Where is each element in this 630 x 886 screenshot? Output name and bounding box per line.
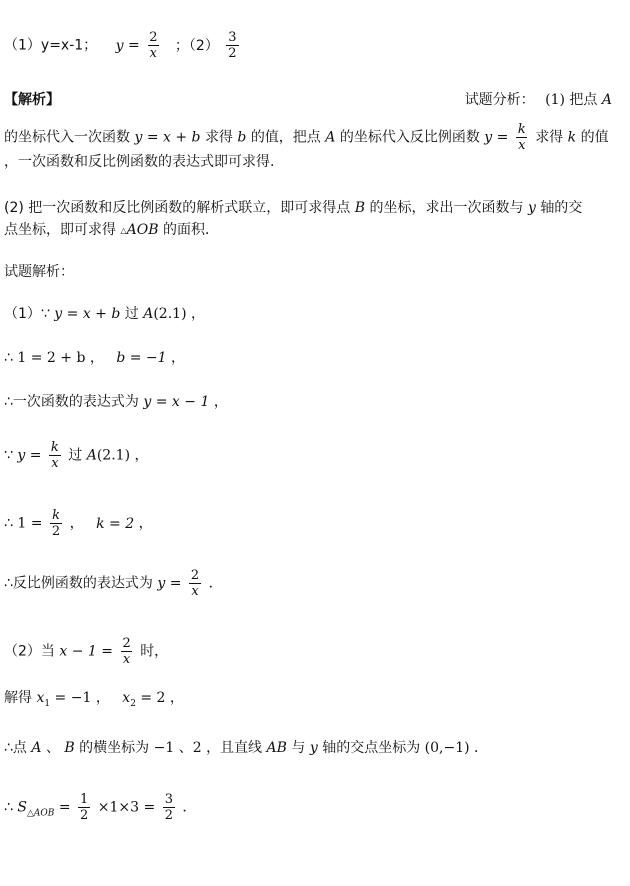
solution-step-1: （1）∵ y = x + b 过 A(2.1) ， (4, 306, 205, 322)
solution-label: 试题解析： (4, 264, 74, 280)
answer-eq-lhs: y (115, 37, 124, 54)
answer-part2-fraction: $\frac{3}{2}$ (228, 30, 237, 61)
solution-step-8: 解得 $x_1 = -1$ ， $x_2 = 2$ ， (4, 690, 184, 709)
analysis-header: 【解析】 (4, 92, 60, 108)
analysis-label: 试题分析： (464, 92, 535, 108)
solution-step-5: ∴ 1 = $\frac{k}{2}$ ， k = 2 ， (4, 508, 153, 539)
solution-label-line (4, 262, 74, 282)
solution-step-2: ∴ 1 = 2 + b ， b = −1 ， (4, 350, 186, 366)
answer-sep: ；（2） (174, 37, 219, 54)
solution-step-6: ∴反比例函数的表达式为 y = $\frac{2}{x}$ ． (4, 568, 223, 599)
analysis-line-3: ，一次函数和反比例函数的表达式即可求得. (4, 154, 275, 170)
solution-step-7: （2）当 x − 1 = $\frac{2}{x}$ 时， (4, 636, 169, 667)
solution-step-10: ∴ $S_{\triangle AOB}$ = $\frac{1}{2}$ ×1×3 = $\frac{3}{2}$ ． (4, 792, 197, 823)
analysis-label-line: 试题分析： (1) 把点 A (464, 92, 612, 108)
answer-part1: （1）y=x-1； (4, 37, 98, 54)
analysis-para2-line1: (2) 把一次函数和反比例函数的解析式联立，即可求得点 B 的坐标，求出一次函数与 y 轴的交 (4, 200, 583, 216)
analysis-header-line (4, 90, 60, 110)
solution-step-4: ∵ y = $\frac{k}{x}$ 过 A(2.1) ， (4, 440, 149, 471)
analysis-line-2: 的坐标代入一次函数 y = x + b 求得 b 的值，把点 A 的坐标代入反比例函数 y = $\frac{k}{x}$ 求得 k 的值 (4, 122, 609, 153)
solution-step-9: ∴点 A 、 B 的横坐标为 −1 、2 ，且直线 AB 与 y 轴的交点坐标为 (0,−1) ． (4, 740, 489, 756)
answer-fraction: $\frac{2}{x}$ (149, 30, 158, 61)
answer-line: （1）y=x-1； y = $\frac{2}{x}$ ；（2） $\frac{3}{2}$ (4, 30, 237, 61)
solution-step-3: ∴一次函数的表达式为 y = x − 1 ， (4, 394, 228, 410)
analysis-para2-line2: 点坐标，即可求得 △AOB 的面积． (4, 222, 219, 238)
